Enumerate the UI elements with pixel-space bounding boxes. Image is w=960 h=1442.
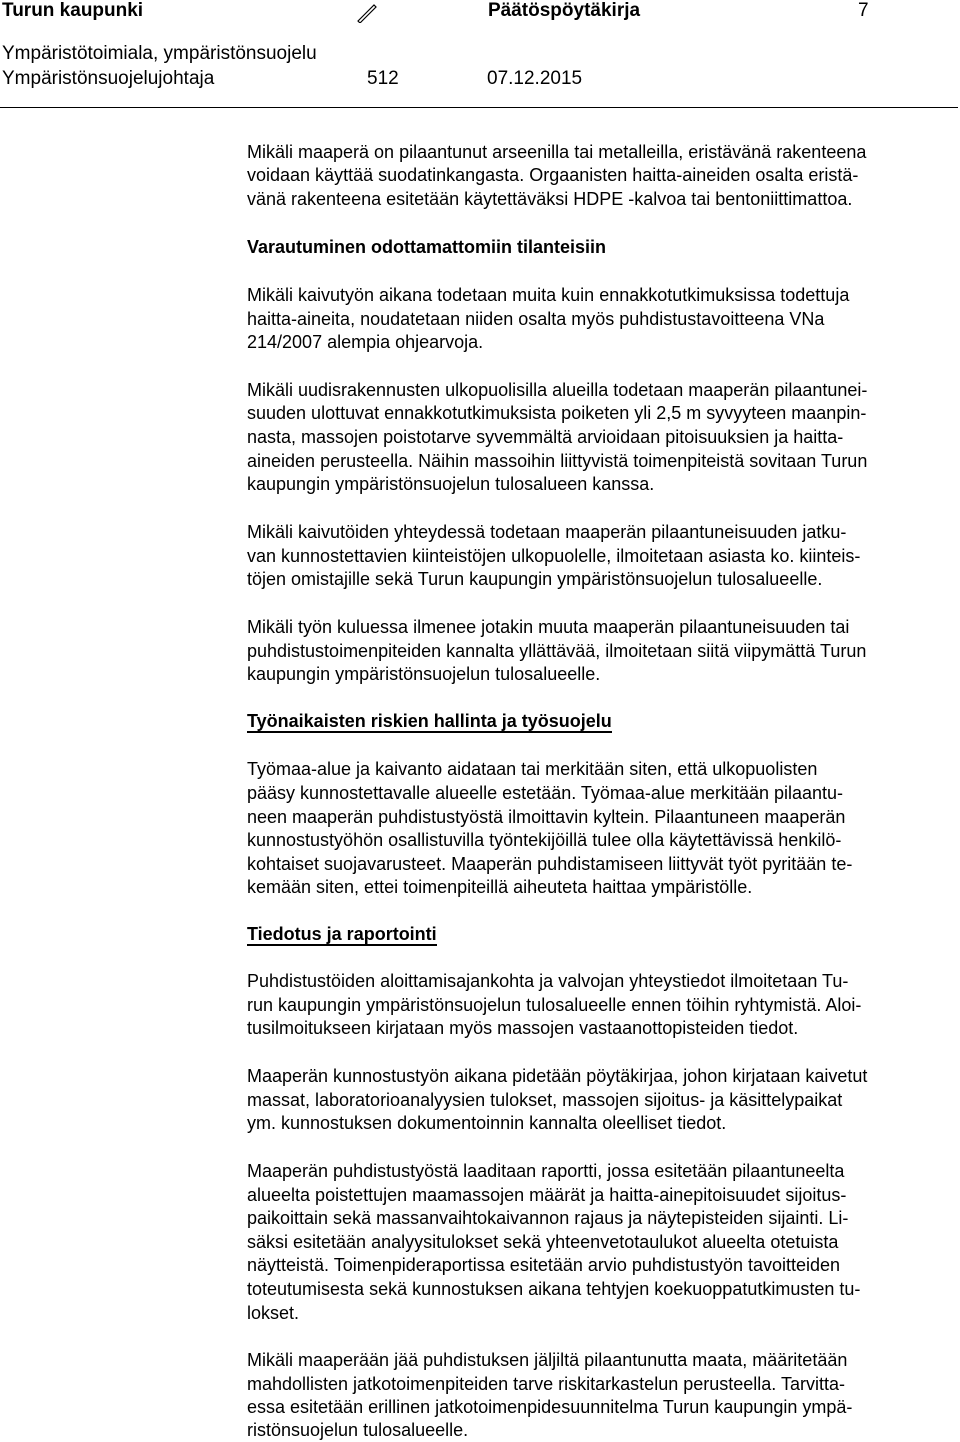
- department: Ympäristötoimiala, ympäristönsuojelu: [2, 43, 317, 64]
- paragraph-line: kemään siten, ettei toimenpiteillä aiheuteta haittaa ympäristölle.: [247, 877, 753, 897]
- paragraph-line: toteutumisesta sekä kunnostuksen aikana tehtyjen koekuoppatutkimusten tu-: [247, 1279, 861, 1299]
- paragraph-line: 214/2007 alempia ohjearvoja.: [247, 332, 484, 352]
- paragraph-line: vänä rakenteena esitetään käytettäväksi HDPE -kalvoa tai bentoniittimattoa.: [247, 189, 853, 209]
- page-number: 7: [858, 0, 869, 21]
- paragraph-line: aineiden perusteella. Näihin massoihin liittyvistä toimenpiteistä sovitaan Turun: [247, 451, 868, 471]
- header-divider: [0, 107, 958, 108]
- paragraph-line: Maaperän puhdistustyöstä laaditaan raportti, jossa esitetään pilaantuneelta: [247, 1161, 845, 1181]
- paragraph-line: voidaan käyttää suodatinkangasta. Orgaanisten haitta-aineiden osalta eristä-: [247, 165, 859, 185]
- document-icon: [355, 1, 377, 23]
- paragraph-line: paikoittain sekä massanvaihtokaivannon rajaus ja näytepisteiden sijainti. Li-: [247, 1208, 849, 1228]
- paragraph-line: massat, laboratorioanalyysien tulokset, massojen sijoitus- ja käsittelypaikat: [247, 1090, 843, 1110]
- paragraph-line: Mikäli kaivutyön aikana todetaan muita kuin ennakkotutkimuksissa todettuja: [247, 285, 850, 305]
- section-heading: Tiedotus ja raportointi: [247, 924, 437, 944]
- paragraph-line: Mikäli uudisrakennusten ulkopuolisilla alueilla todetaan maaperän pilaantunei-: [247, 380, 868, 400]
- paragraph-line: Mikäli maaperään jää puhdistuksen jäljiltä pilaantunutta maata, määritetään: [247, 1350, 848, 1370]
- paragraph-line: Puhdistustöiden aloittamisajankohta ja valvojan yhteystiedot ilmoitetaan Tu-: [247, 971, 849, 991]
- organization-name: Turun kaupunki: [2, 0, 144, 21]
- paragraph-line: nasta, massojen poistotarve syvemmältä arvioidaan pitoisuuksien ja haitta-: [247, 427, 844, 447]
- section-heading: Varautuminen odottamattomiin tilanteisiin: [247, 237, 607, 257]
- section-heading-wrap: [247, 710, 612, 732]
- paragraph-line: Työmaa-alue ja kaivanto aidataan tai merkitään siten, että ulkopuolisten: [247, 759, 818, 779]
- paragraph-line: neen maaperän puhdistustyöstä ilmoittavin kyltein. Pilaantuneen maaperän: [247, 807, 846, 827]
- paragraph-line: töjen omistajille sekä Turun kaupungin ympäristönsuojelun tulosalueelle.: [247, 569, 823, 589]
- paragraph-line: Mikäli kaivutöiden yhteydessä todetaan maaperän pilaantuneisuuden jatku-: [247, 522, 847, 542]
- paragraph-line: kunnostustyöhön osallistuvilla työntekijöillä tulee olla käytettävissä henkilö-: [247, 830, 842, 850]
- paragraph-line: puhdistustoimenpiteiden kannalta yllättävää, ilmoitetaan siitä viipymättä Turun: [247, 641, 867, 661]
- paragraph-line: ristönsuojelun tulosalueelle.: [247, 1420, 469, 1440]
- paragraph-line: Mikäli työn kuluessa ilmenee jotakin muuta maaperän pilaantuneisuuden tai: [247, 617, 850, 637]
- meeting-date: 07.12.2015: [487, 68, 583, 89]
- paragraph-line: tusilmoitukseen kirjataan myös massojen vastaanottopisteiden tiedot.: [247, 1018, 799, 1038]
- paragraph-line: suuden ulottuvat ennakkotutkimuksista poiketen yli 2,5 m syvyyteen maanpin-: [247, 403, 867, 423]
- document-type: Päätöspöytäkirja: [488, 0, 641, 21]
- paragraph-line: kaupungin ympäristönsuojelun tulosalueelle.: [247, 664, 601, 684]
- paragraph-line: alueelta poistettujen maamassojen määrät ja haitta-ainepitoisuudet sijoitus-: [247, 1185, 847, 1205]
- paragraph-line: säksi esitetään analyysitulokset sekä yhteenvetotaulukot alueelta otetuista: [247, 1232, 839, 1252]
- paragraph-line: näytteistä. Toimenpideraportissa esitetään arvio puhdistustyön tavoitteiden: [247, 1255, 841, 1275]
- paragraph-line: haitta-aineita, noudatetaan niiden osalta myös puhdistustavoitteena VNa: [247, 309, 825, 329]
- paragraph-line: ym. kunnostuksen dokumentoinnin kannalta oleelliset tiedot.: [247, 1113, 727, 1133]
- paragraph-line: mahdollisten jatkotoimenpiteiden tarve riskitarkastelun perusteella. Tarvitta-: [247, 1374, 845, 1394]
- paragraph-line: van kunnostettavien kiinteistöjen ulkopuolelle, ilmoitetaan asiasta ko. kiinteis-: [247, 546, 861, 566]
- paragraph-line: lokset.: [247, 1303, 300, 1323]
- section-number: 512: [367, 68, 399, 89]
- section-heading: Työnaikaisten riskien hallinta ja työsuojelu: [247, 711, 612, 731]
- paragraph-line: Maaperän kunnostustyön aikana pidetään pöytäkirjaa, johon kirjataan kaivetut: [247, 1066, 868, 1086]
- paragraph-line: kohtaiset suojavarusteet. Maaperän puhdistamiseen liittyvät työt pyritään te-: [247, 854, 853, 874]
- official-title: Ympäristönsuojelujohtaja: [2, 68, 215, 89]
- paragraph-line: run kaupungin ympäristönsuojelun tulosalueelle ennen töihin ryhtymistä. Aloi-: [247, 995, 862, 1015]
- section-heading-wrap: [247, 923, 437, 945]
- paragraph-line: essa esitetään erillinen jatkotoimenpidesuunnitelma Turun kaupungin ympä-: [247, 1397, 853, 1417]
- paragraph-line: Mikäli maaperä on pilaantunut arseenilla tai metalleilla, eristävänä rakenteena: [247, 142, 867, 162]
- paragraph-line: kaupungin ympäristönsuojelun tulosalueen kanssa.: [247, 474, 655, 494]
- paragraph-line: pääsy kunnostettavalle alueelle estetään. Työmaa-alue merkitään pilaantu-: [247, 783, 844, 803]
